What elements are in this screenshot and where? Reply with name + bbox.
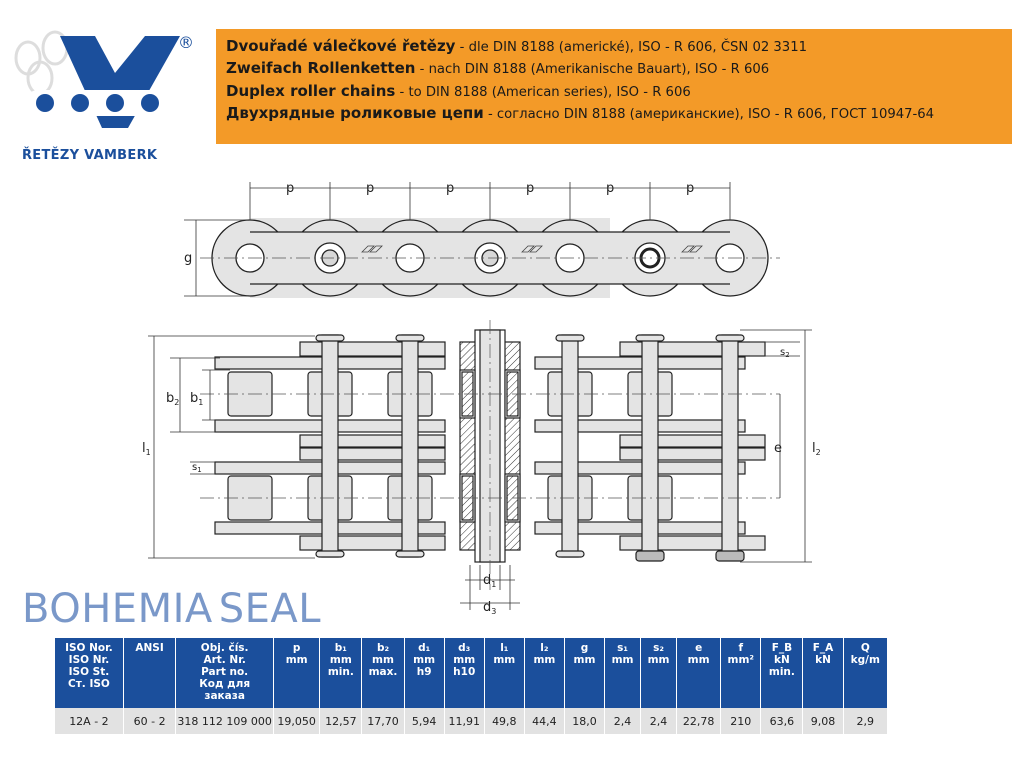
title-line-en: Duplex roller chains - to DIN 8188 (American series), ISO - R 606 xyxy=(226,81,691,100)
col-q: Q kg/m xyxy=(843,638,887,708)
cell-s1: 2,4 xyxy=(605,708,641,734)
dim-e: e xyxy=(774,441,782,456)
bohemia-seal-watermark: BOHEMIA SEAL xyxy=(22,586,322,632)
cell-f: 210 xyxy=(721,708,761,734)
cell-l1: 49,8 xyxy=(484,708,524,734)
cell-iso: 12A - 2 xyxy=(55,708,123,734)
cell-b1: 12,57 xyxy=(320,708,362,734)
dim-p-1: p xyxy=(286,181,295,196)
cell-s2: 2,4 xyxy=(641,708,677,734)
spec-table xyxy=(55,638,887,734)
dim-p-4: p xyxy=(526,181,535,196)
col-part-no: Obj. čís. Art. Nr. Part no. Код для заказа xyxy=(176,638,274,708)
col-s2: s₂ mm xyxy=(641,638,677,708)
col-e: e mm xyxy=(677,638,721,708)
cell-l2: 44,4 xyxy=(524,708,564,734)
table-row xyxy=(55,708,887,734)
dim-d1: $d_1$ xyxy=(483,573,497,589)
registered-mark: ® xyxy=(178,33,194,52)
cell-ansi: 60 - 2 xyxy=(123,708,175,734)
brand-name: ŘETĚZY VAMBERK xyxy=(22,148,158,163)
col-fa: F_A kN xyxy=(803,638,843,708)
dim-p-3: p xyxy=(446,181,455,196)
cell-e: 22,78 xyxy=(677,708,721,734)
col-g: g mm xyxy=(564,638,604,708)
col-ansi: ANSI xyxy=(123,638,175,708)
title-line-cz: Dvouřadé válečkové řetězy - dle DIN 8188 (americké), ISO - R 606, ČSN 02 3311 xyxy=(226,37,807,55)
col-d3: d₃ mm h10 xyxy=(444,638,484,708)
col-b1: b₁ mm min. xyxy=(320,638,362,708)
chain-drawing xyxy=(140,170,840,615)
dim-s1: $s_1$ xyxy=(192,462,202,474)
cell-g: 18,0 xyxy=(564,708,604,734)
cell-d1: 5,94 xyxy=(404,708,444,734)
cell-fa: 9,08 xyxy=(803,708,843,734)
dim-b1: $b_1$ xyxy=(190,391,204,407)
title-banner xyxy=(216,29,1012,144)
table-header-row xyxy=(55,638,887,708)
dim-p-5: p xyxy=(606,181,615,196)
col-fb: F_B kN min. xyxy=(761,638,803,708)
col-l2: l₂ mm xyxy=(524,638,564,708)
col-iso: ISO Nor. ISO Nr. ISO St. Ст. ISO xyxy=(55,638,123,708)
dim-l1: $l_1$ xyxy=(142,441,151,457)
cell-d3: 11,91 xyxy=(444,708,484,734)
cell-b2: 17,70 xyxy=(362,708,404,734)
title-line-de: Zweifach Rollenketten - nach DIN 8188 (Amerikanische Bauart), ISO - R 606 xyxy=(226,59,770,78)
col-l1: l₁ mm xyxy=(484,638,524,708)
dim-d3: $d_3$ xyxy=(483,600,497,615)
col-p: p mm xyxy=(274,638,320,708)
dim-s2: $s_2$ xyxy=(780,347,790,359)
col-s1: s₁ mm xyxy=(605,638,641,708)
vamberk-logo xyxy=(10,18,210,168)
cell-fb: 63,6 xyxy=(761,708,803,734)
dim-b2: $b_2$ xyxy=(166,391,180,407)
col-b2: b₂ mm max. xyxy=(362,638,404,708)
col-f: f mm² xyxy=(721,638,761,708)
col-d1: d₁ mm h9 xyxy=(404,638,444,708)
dim-g: g xyxy=(184,251,193,266)
cell-part-no: 318 112 109 000 xyxy=(176,708,274,734)
title-line-ru: Двухрядные роликовые цепи - согласно DIN 8188 (американские), ISO - R 606, ГОСТ 10947-64 xyxy=(226,103,935,122)
dim-p-6: p xyxy=(686,181,695,196)
dim-l2: $l_2$ xyxy=(812,441,821,457)
dim-p-2: p xyxy=(366,181,375,196)
cell-q: 2,9 xyxy=(843,708,887,734)
cell-p: 19,050 xyxy=(274,708,320,734)
